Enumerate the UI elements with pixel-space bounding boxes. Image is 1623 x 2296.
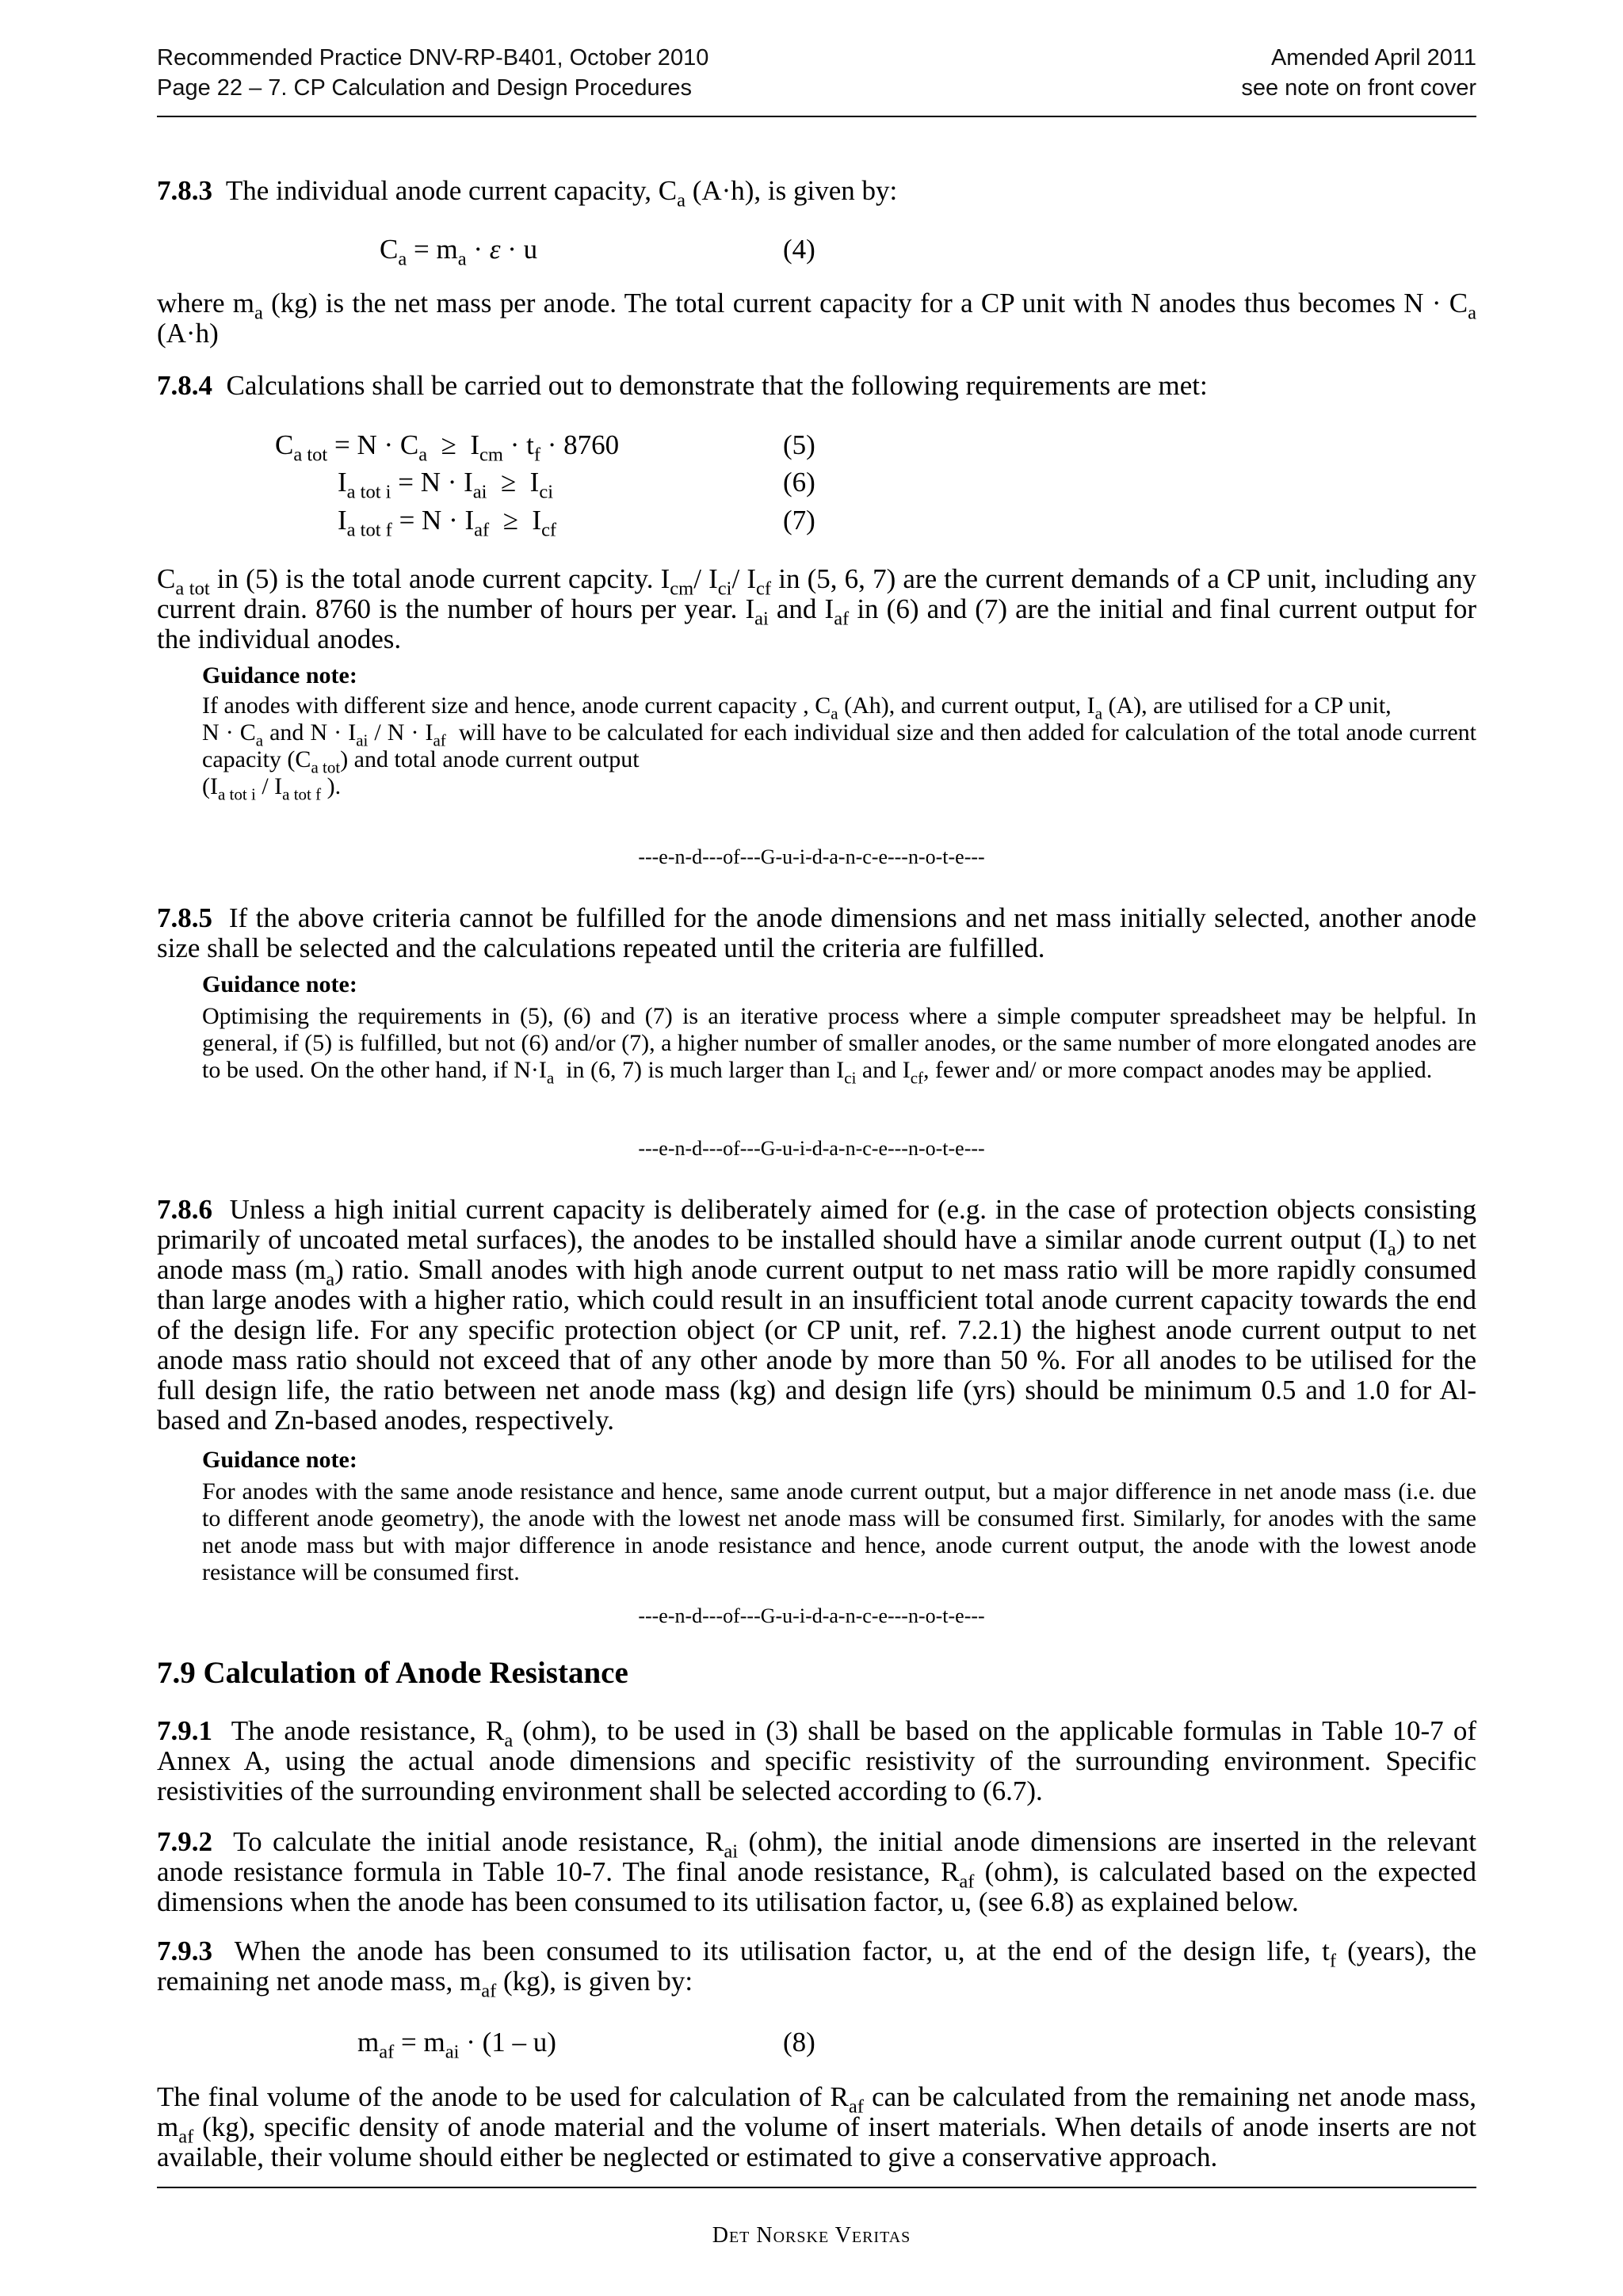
guidance-title: Guidance note:: [202, 1447, 357, 1473]
footer-publisher: [0, 2223, 1623, 2248]
text: Unless a high initial current capacity is deliberately aimed for (e.g. in the case of protection objects consisting primarily of uncoated metal surfaces), the anodes to be installed should have a similar anode current output (I: [157, 1194, 1477, 1255]
para-7-9-1: 7.9.1 The anode resistance, $R_a$ (ohm), to be used in (3) shall be based on the applicable formulas in Table 10-7 of Annex A, using the actual anode dimensions and specific resistivity of the surrounding environment. Specific resistivities of the surrounding environment shall be selected according to (6.7).: [157, 1715, 1476, 1806]
guidance-note-7-8-4: If anodes with different size and hence, anode current capacity , $C_a$ (Ah), and current output, $I_a$ (A), are utilised for a CP unit, $N \cdot C_a$ and $N \cdot I_{ai} / N \cdot I_{af}$ will have to be calculated for each individual size and then added for calculation of the total anode current capacity $(C_{a tot})$ and total anode current output ($I_{a tot i} / I_{a tot f}$ ).: [202, 692, 1476, 804]
guidance-end: ---e-n-d---of---G-u-i-d-a-n-c-e---n-o-t-e---: [638, 1137, 985, 1160]
text: Calculations shall be carried out to demonstrate that the following requirements are met:: [226, 370, 1208, 401]
equation-number: (4): [783, 234, 815, 265]
text: (ohm), the initial anode dimensions are inserted in the relevant anode resistance formula in Table 10-7. The final anode resistance, R: [157, 1826, 1476, 1887]
text: When the anode has been consumed to its utilisation factor, u, at the end of the design life, t: [234, 1936, 1330, 1966]
equation-5: $C_{a tot} = N \cdot C_a \ge I_{cm} \cdot t_f \cdot 8760$: [275, 429, 620, 466]
clause-number: 7.8.6: [157, 1194, 212, 1225]
guidance-note-7-8-6: For anodes with the same anode resistance and hence, same anode current output, but a major difference in net anode mass (i.e. due to different anode geometry), the anode with the lowest net anode mass will be consumed first. Similarly, for anodes with the same net anode mass but with major difference in anode resistance and hence, anode current output, the anode with the lowest anode resistance will be consumed first.: [202, 1478, 1476, 1585]
text: (kg), specific density of anode material and the volume of insert materials. When details of anode inserts are not available, their volume should either be neglected or estimated to give a conservative approach.: [157, 2111, 1476, 2172]
guidance-end: ---e-n-d---of---G-u-i-d-a-n-c-e---n-o-t-e---: [638, 1604, 985, 1627]
clause-number: 7.8.4: [157, 370, 212, 401]
para-7-8-3: [157, 175, 1476, 212]
header-left: [157, 43, 708, 103]
text: (years), the remaining net anode mass, m: [157, 1936, 1476, 1997]
text: (A·h), is given by:: [685, 175, 898, 206]
hours-per-year: 8760: [563, 429, 620, 460]
equation-number: (6): [783, 467, 815, 498]
para-7-9-2: 7.9.2 To calculate the initial anode resistance, $R_{ai}$ (ohm), the initial anode dimensions are inserted in the relevant anode resistance formula in Table 10-7. The final anode resistance, $R_{af}$ (ohm), is calculated based on the expected dimensions when the anode has been consumed to its utilisation factor, u, (see 6.8) as explained below.: [157, 1826, 1476, 1917]
text: (ohm), to be used in (3) shall be based on the applicable formulas in Table 10-7 of Annex A, using the actual anode dimensions and specific resistivity of the surrounding environment. Specific resistivities of the surrounding environment shall be selected according to (6.7).: [157, 1715, 1476, 1806]
equation-7: $I_{a tot f} = N \cdot I_{af} \ge I_{cf}$: [338, 505, 557, 541]
para-7-8-3-after: [157, 288, 1476, 349]
text: (kg), is given by:: [496, 1966, 693, 1997]
text: ) to net anode mass (m: [157, 1224, 1476, 1285]
header-rule: [157, 116, 1476, 117]
subscript: a: [1468, 302, 1476, 324]
text: If the above criteria cannot be fulfilled for the anode dimensions and net mass initially selected, another anode size shall be selected and the calculations repeated until the criteria are fulfilled.: [157, 902, 1477, 963]
clause-number: 7.9.1: [157, 1715, 212, 1746]
para-7-8-6: 7.8.6 Unless a high initial current capacity is deliberately aimed for (e.g. in the case of protection objects consisting primarily of uncoated metal surfaces), the anodes to be installed should have a similar anode current output $(I_a)$ to net anode mass $(m_a)$ ratio. Small anodes with high anode current output to net mass ratio will be more rapidly consumed than large anodes with a higher ratio, which could result in an insufficient total anode current capacity towards the end of the design life. For any specific protection object (or CP unit, ref. 7.2.1) the highest anode current output to net anode mass ratio should not exceed that of any other anode by more than 50 %. For all anodes to be utilised for the full design life, the ratio between net anode mass (kg) and design life (yrs) should be minimum 0.5 and 1.0 for Al-based and Zn-based anodes, respectively.: [157, 1194, 1477, 1436]
para-7-9-3: 7.9.3 When the anode has been consumed to its utilisation factor, u, at the end of the design life, $t_f$ (years), the remaining net anode mass, $m_{af}$ (kg), is given by:: [157, 1936, 1476, 2002]
subscript: a: [254, 302, 263, 324]
text: The individual anode current capacity, C: [225, 175, 678, 206]
text: can be calculated from the remaining net anode mass, m: [157, 2081, 1477, 2142]
guidance-note-7-8-5: Optimising the requirements in (5), (6) and (7) is an iterative process where a simple computer spreadsheet may be helpful. In general, if (5) is fulfilled, but not (6) and/or (7), a higher number of smaller anodes, or the same number of more elongated anodes are to be used. On the other hand, if $N\cdot I_a$ in (6, 7) is much larger than $I_{ci}$ and $I_{cf}$, fewer and/ or more compact anodes may be applied.: [202, 1003, 1476, 1088]
para-7-8-5: [157, 903, 1476, 963]
header-right: [1241, 43, 1476, 103]
header-amended: Amended April 2011: [1270, 45, 1476, 71]
text: (A·h): [157, 318, 219, 349]
equation-number: (8): [783, 2027, 815, 2058]
equation-4: $C_a = m_a \cdot \varepsilon \cdot u$: [380, 234, 538, 270]
equation-number: (7): [783, 505, 815, 536]
clause-number: 7.8.5: [157, 902, 212, 933]
clause-number: 7.9.2: [157, 1826, 212, 1857]
guidance-title: Guidance note:: [202, 662, 357, 688]
equation-6: $I_{a tot i} = N \cdot I_{ai} \ge I_{ci}$: [338, 467, 554, 503]
section-title-7-9: 7.9 Calculation of Anode Resistance: [157, 1656, 628, 1690]
footer-rule: [157, 2187, 1476, 2188]
text: ) ratio. Small anodes with high anode current output to net mass ratio will be more rapidly consumed than large anodes with a higher ratio, which could result in an insufficient total anode current capacity towards the end of the design life. For any specific protection object (or CP unit, ref. 7.2.1) the highest anode current output to net anode mass ratio should not exceed that of any other anode by more than 50 %. For all anodes to be utilised for the full design life, the ratio between net anode mass (kg) and design life (yrs) should be minimum 0.5 and 1.0 for Al-based and Zn-based anodes, respectively.: [157, 1254, 1476, 1436]
clause-number: 7.9.3: [157, 1936, 212, 1966]
guidance-title: Guidance note:: [202, 971, 357, 997]
equation-8: $m_{af} = m_{ai} \cdot (1 - u)$: [357, 2027, 556, 2063]
equation-number: (5): [783, 429, 815, 460]
subscript: a: [677, 189, 685, 212]
header-page-info: Page 22 – 7. CP Calculation and Design Procedures: [157, 75, 692, 101]
clause-number: 7.8.3: [157, 175, 212, 206]
para-7-9-3-after: The final volume of the anode to be used for calculation of $R_{af}$ can be calculated from the remaining net anode mass, $m_{af}$ (kg), specific density of anode material and the volume of insert materials. When details of anode inserts are not available, their volume should either be neglected or estimated to give a conservative approach.: [157, 2081, 1477, 2172]
footer-text: Det Norske Veritas: [712, 2223, 911, 2248]
guidance-end: ---e-n-d---of---G-u-i-d-a-n-c-e---n-o-t-e---: [638, 845, 985, 868]
text: where m: [157, 288, 254, 318]
text: To calculate the initial anode resistance, R: [233, 1826, 724, 1857]
header-note: see note on front cover: [1241, 75, 1476, 101]
para-7-8-4: [157, 371, 1476, 401]
para-7-8-4-after: $C_{a tot}$ in (5) is the total anode current capcity. $I_{cm}/$ $I_{ci}/$ $I_{cf}$ in (5, 6, 7) are the current demands of a CP unit, including any current drain. 8760 is the number of hours per year. $I_{ai}$ and $I_{af}$ in (6) and (7) are the initial and final current output for the individual anodes.: [157, 563, 1476, 654]
text: The anode resistance, R: [231, 1715, 505, 1746]
text: (kg) is the net mass per anode. The total current capacity for a CP unit with N anodes thus becomes N · C: [262, 288, 1468, 318]
text: The final volume of the anode to be used for calculation of R: [157, 2081, 849, 2112]
header-title: Recommended Practice DNV-RP-B401, October 2010: [157, 45, 709, 71]
text: (ohm), is calculated based on the expected dimensions when the anode has been consumed to its utilisation factor, u, (see 6.8) as explained below.: [157, 1856, 1476, 1917]
